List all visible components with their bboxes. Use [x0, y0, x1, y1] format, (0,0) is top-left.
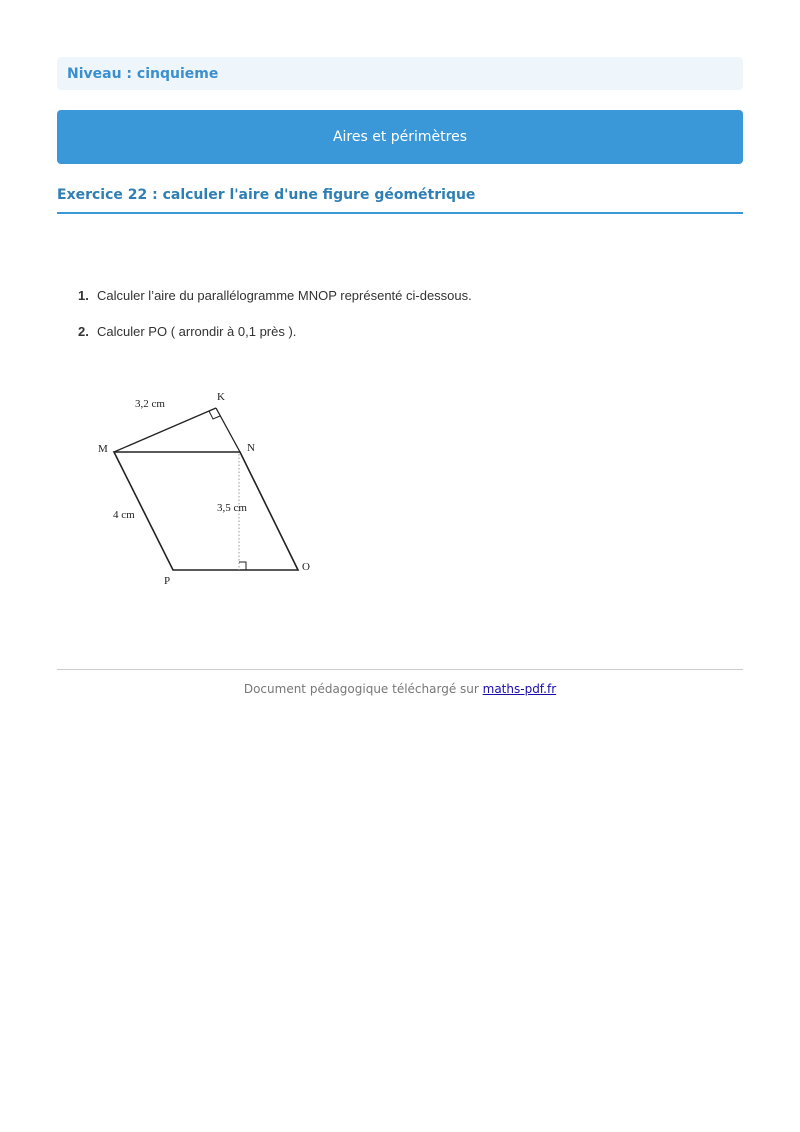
footer-divider — [57, 669, 743, 670]
question-1 — [78, 288, 472, 303]
point-p-label: P — [164, 575, 171, 587]
question-1-number: 1. — [78, 288, 89, 303]
question-1-text: Calculer l’aire du parallélogramme MNOP représenté ci-dessous. — [97, 288, 472, 303]
exercise-title: Exercice 22 : calculer l'aire d'une figure géométrique — [57, 184, 743, 214]
level-box — [57, 57, 743, 90]
point-n-label: N — [247, 442, 255, 454]
topic-banner — [57, 110, 743, 164]
point-k-label: K — [217, 391, 225, 403]
point-o-label: O — [302, 561, 310, 573]
level-label: Niveau : cinquieme — [67, 65, 219, 82]
height-length-label: 3,5 cm — [217, 502, 247, 514]
mk-length-label: 3,2 cm — [135, 398, 165, 410]
segment-mk — [114, 408, 216, 452]
question-2-number: 2. — [78, 324, 89, 339]
parallelogram-figure — [80, 380, 340, 600]
parallelogram-mnop — [114, 452, 298, 570]
topic-title: Aires et périmètres — [332, 129, 468, 145]
footer — [57, 682, 743, 696]
question-2 — [78, 324, 296, 339]
mp-length-label: 4 cm — [113, 509, 135, 521]
point-m-label: M — [98, 443, 108, 455]
footer-link[interactable]: maths-pdf.fr — [482, 682, 557, 696]
footer-text: Document pédagogique téléchargé sur — [243, 682, 483, 696]
right-angle-height — [239, 562, 246, 570]
segment-kn — [216, 408, 240, 452]
question-2-text: Calculer PO ( arrondir à 0,1 près ). — [97, 324, 297, 339]
